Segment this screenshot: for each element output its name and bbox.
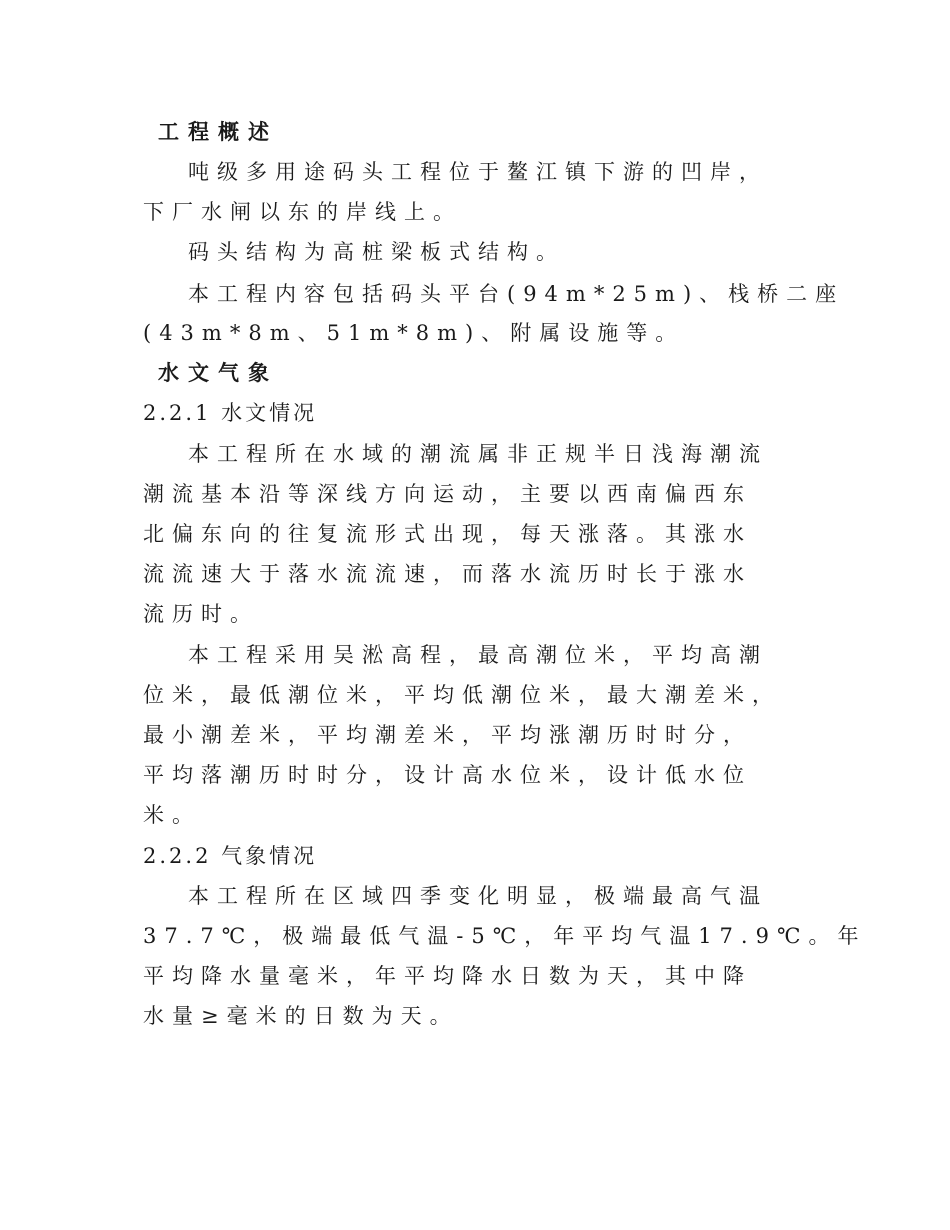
paragraph-line: 本工程所在区域四季变化明显，极端最高气温 [188,884,768,908]
paragraph-line: 位米，最低潮位米，平均低潮位米，最大潮差米， [143,683,781,707]
subsection-title-hydrology: 2.2.1 水文情况 [143,401,318,425]
section-heading-overview: 工程概述 [158,119,278,144]
paragraph-line: 最小潮差米，平均潮差米，平均涨潮历时时分， [143,723,752,747]
paragraph-line: (43m*8m、51m*8m)、附属设施等。 [143,321,685,345]
paragraph-line: 平均落潮历时时分，设计高水位米，设计低水位 [143,763,752,787]
paragraph-line: 本工程内容包括码头平台(94m*25m)、栈桥二座 [188,282,845,306]
paragraph-line: 北偏东向的往复流形式出现，每天涨落。其涨水 [143,522,752,546]
paragraph-line: 下厂水闸以东的岸线上。 [143,200,462,224]
paragraph-line: 码头结构为高桩梁板式结构。 [188,240,565,264]
paragraph-line: 37.7℃，极端最低气温-5℃，年平均气温17.9℃。年 [143,924,867,948]
paragraph-line: 吨级多用途码头工程位于鳌江镇下游的凹岸， [188,160,768,184]
paragraph-line: 米。 [143,803,201,827]
subsection-title-meteorology: 2.2.2 气象情况 [143,844,318,868]
paragraph-line: 流历时。 [143,602,259,626]
paragraph-line: 本工程采用吴淞高程，最高潮位米，平均高潮 [188,643,768,667]
paragraph-line: 本工程所在水域的潮流属非正规半日浅海潮流 [188,442,768,466]
paragraph-line: 平均降水量毫米，年平均降水日数为天，其中降 [143,964,752,988]
paragraph-line: 潮流基本沿等深线方向运动，主要以西南偏西东 [143,482,752,506]
section-heading-hydrology-meteorology: 水文气象 [158,360,278,385]
paragraph-line: 流流速大于落水流流速，而落水流历时长于涨水 [143,562,752,586]
paragraph-line: 水量≥毫米的日数为天。 [143,1004,459,1028]
